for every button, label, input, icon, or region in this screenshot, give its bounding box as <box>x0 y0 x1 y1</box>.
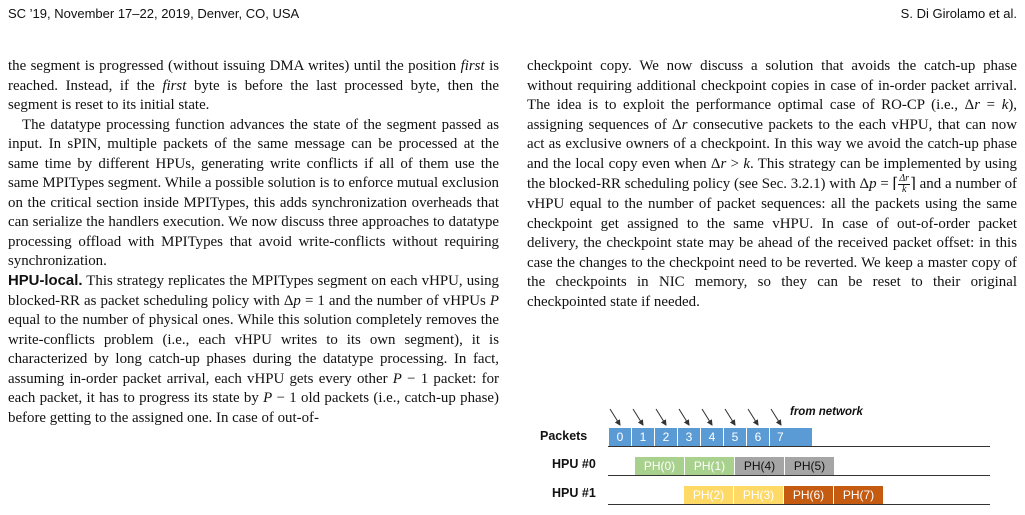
incoming-packet-arrow <box>633 409 643 425</box>
incoming-packet-arrow <box>610 409 620 425</box>
hpu0-ph-cell: PH(5) <box>785 457 834 475</box>
incoming-packet-arrow <box>725 409 735 425</box>
left-column <box>8 57 499 428</box>
incoming-packet-arrow <box>748 409 758 425</box>
hpu1-ph-cell: PH(7) <box>834 486 883 504</box>
hpu0-ph-cell: PH(4) <box>735 457 784 475</box>
running-header <box>8 6 1017 26</box>
fraction-delta-r-over-k: $\frac{\Delta r}{k}$ <box>899 173 910 196</box>
paragraph-checkpoint: checkpoint copy. We now discuss a solution that avoids the catch-up phase without requiring additional checkpoint copies in case of in-order packet arrival. The idea is to exploit the performance optimal case of RO-CP (i.e., Δr = k), assigning sequences of Δr consecutive packets to the each vHPU, that can now act as exclusive owners of a checkpoint. In this way we avoid the catch-up phase and the local copy even when Δr > k. This strategy can be implemented by using the blocked-RR scheduling policy (see Sec. 3.2.1) with Δp = ⌈ $\frac{\Delta r}{k}$ ⌉ and a number of vHPU equal to the number of packet sequences: all the packets using the same checkpoint get assigned to the same vHPU. In case of out-of-order packet delivery, the checkpoint state may be ahead of the received packet offset: in this case the changes to the checkpoint need to be reverted. We keep a master copy of the checkpoints in NIC memory, so they can be reset to their original checkpointed state if needed. <box>527 58 1017 311</box>
packet-cell: 7 <box>770 428 812 446</box>
hpu1-ph-cell: PH(6) <box>784 486 833 504</box>
hpu0-baseline <box>608 475 990 476</box>
row-label-hpu1: HPU #1 <box>552 486 596 500</box>
hpu1-ph-cell: PH(3) <box>734 486 783 504</box>
paragraph-hpu-local: HPU-local. This strategy replicates the MPITypes segment on each vHPU, using blocked-RR as packet scheduling policy with Δp = 1 and the number of vHPUs P equal to the number of physical ones. While this solution completely removes the write-conflicts problem (i.e., each vHPU writes to its own segment), it is characterized by long catch-up phases during the datatype processing. In fact, assuming in-order packet arrival, each vHPU gets every other P − 1 packet: for each packet, it has to progress its state by P − 1 old packets (i.e., catch-up phase) before getting to the assigned one. In case of out-of- <box>8 273 500 426</box>
header-authors: S. Di Girolamo et al. <box>900 6 1017 21</box>
incoming-packet-arrow <box>771 409 781 425</box>
paragraph-datatype-processing: The datatype processing function advances the state of the segment passed as input. In sPIN, multiple packets of the same message can be processed at the same time by different HPUs, generating write conflicts if all of them use the same MPITypes segment. While a possible solution is to enforce mutual exclusion on the critical section inside MPITypes, this adds synchronization overheads that can serialize the handlers execution. We now discuss three approaches to datatype processing offload with MPITypes that avoid write-conflicts without requiring synchronization. <box>8 116 499 270</box>
hpu0-ph-cell: PH(1) <box>685 457 734 475</box>
hpu0-ph-cell: PH(0) <box>635 457 684 475</box>
incoming-packet-arrow <box>656 409 666 425</box>
packet-scheduling-diagram <box>540 395 1020 513</box>
hpu1-baseline <box>608 504 990 505</box>
packet-cell: 3 <box>678 428 700 446</box>
packet-cell: 0 <box>609 428 631 446</box>
hpu-local-heading: HPU-local. <box>8 273 83 290</box>
row-label-packets: Packets <box>540 429 588 443</box>
packet-cell: 2 <box>655 428 677 446</box>
packet-cell: 1 <box>632 428 654 446</box>
from-network-note: from network <box>790 406 863 418</box>
right-column <box>527 57 1017 313</box>
packet-cell: 6 <box>747 428 769 446</box>
packets-baseline <box>608 446 990 447</box>
paragraph-segment-progress: the segment is progressed (without issuing DMA writes) until the position first is reached. Instead, if the first byte is before the last processed byte, then the segment is reset to its initial state. <box>8 58 500 114</box>
incoming-packet-arrow <box>679 409 689 425</box>
packet-cell: 4 <box>701 428 723 446</box>
hpu1-ph-cell: PH(2) <box>684 486 733 504</box>
row-label-hpu0: HPU #0 <box>552 457 596 471</box>
packet-cell: 5 <box>724 428 746 446</box>
header-venue: SC ’19, November 17–22, 2019, Denver, CO, USA <box>8 6 300 21</box>
incoming-packet-arrow <box>702 409 712 425</box>
